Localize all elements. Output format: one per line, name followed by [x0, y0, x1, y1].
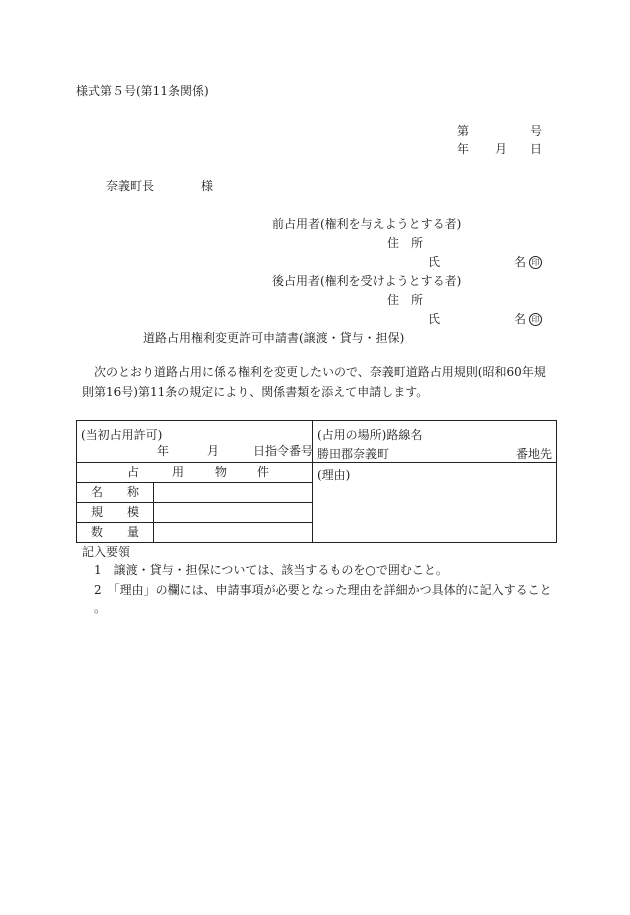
reason-label: (理由) — [317, 468, 351, 482]
occupancy-header-char: 件 — [257, 465, 270, 479]
application-table — [76, 420, 557, 543]
reason-cell[interactable] — [313, 463, 557, 543]
addressee-honorific: 様 — [201, 179, 214, 193]
document-title: 道路占用権利変更許可申請書(譲渡・貸与・担保) — [143, 331, 405, 345]
original-permit-cell[interactable] — [77, 421, 313, 463]
prior-occupant-address-label: 住 所 — [387, 236, 424, 250]
row-label-char: 数 — [91, 525, 104, 539]
permit-month: 月 — [207, 444, 220, 458]
prior-occupant-name-label: 氏 — [428, 255, 441, 269]
row-label-char: 模 — [127, 505, 140, 519]
date-month: 月 — [495, 142, 508, 156]
row-label-char: 名 — [91, 485, 104, 499]
occupancy-header-char: 物 — [215, 465, 228, 479]
scale-input-cell[interactable] — [154, 503, 313, 523]
occupancy-header-cell — [77, 463, 313, 483]
location-banchi: 番地先 — [515, 447, 552, 461]
prior-occupant-name-label-2 — [514, 256, 542, 269]
notes-heading: 記入要領 — [82, 545, 131, 559]
occupancy-header-char: 占 — [127, 465, 140, 479]
prior-occupant-mei: 名 — [514, 255, 527, 269]
new-occupant-mei: 名 — [514, 312, 527, 326]
notes-item-1: 1 譲渡・貸与・担保については、該当するものを○で囲むこと。 — [94, 563, 448, 577]
body-text-line-2: 則第16号)第11条の規定により、関係書類を添えて申請します。 — [82, 385, 429, 399]
row-label-name — [77, 483, 154, 503]
row-label-char: 量 — [127, 525, 140, 539]
occupancy-header-char: 用 — [172, 465, 185, 479]
location-label: (占用の場所)路線名 — [317, 428, 423, 442]
notes-item-2: 2 「理由」の欄には、申請事項が必要となった理由を詳細かつ具体的に記入すること — [94, 583, 552, 597]
permit-year: 年 — [157, 444, 170, 458]
location-place: 勝田郡奈義町 — [317, 447, 390, 461]
addressee-name: 奈義町長 — [106, 179, 155, 193]
original-permit-label: (当初占用許可) — [81, 428, 163, 442]
doc-number-go: 号 — [530, 124, 543, 138]
prior-occupant-heading: 前占用者(権利を与えようとする者) — [272, 217, 462, 231]
seal-icon: 印 — [529, 256, 542, 269]
date-year: 年 — [457, 142, 470, 156]
quantity-input-cell[interactable] — [154, 523, 313, 543]
date-day: 日 — [530, 142, 543, 156]
permit-day-number: 日指令番号 — [253, 444, 314, 458]
new-occupant-name-label-2 — [514, 313, 542, 326]
body-text-line-1: 次のとおり道路占用に係る権利を変更したいので、奈義町道路占用規則(昭和60年規 — [94, 365, 546, 379]
doc-number-dai: 第 — [457, 124, 470, 138]
name-input-cell[interactable] — [154, 483, 313, 503]
form-number: 様式第５号(第11条関係) — [76, 84, 209, 98]
seal-icon: 印 — [529, 313, 542, 326]
row-label-quantity — [77, 523, 154, 543]
row-label-scale — [77, 503, 154, 523]
new-occupant-heading: 後占用者(権利を受けようとする者) — [272, 274, 462, 288]
row-label-char: 規 — [91, 505, 104, 519]
new-occupant-name-label: 氏 — [428, 312, 441, 326]
row-label-char: 称 — [127, 485, 140, 499]
notes-item-2-continued: 。 — [94, 601, 107, 615]
location-cell[interactable] — [313, 421, 557, 463]
new-occupant-address-label: 住 所 — [387, 293, 424, 307]
